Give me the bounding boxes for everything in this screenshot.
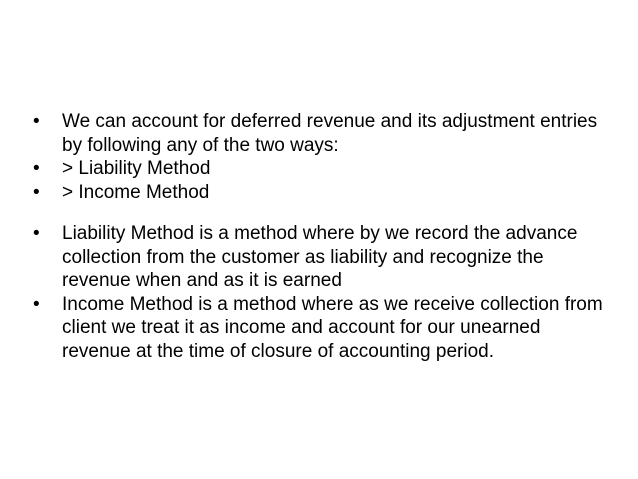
bullet-dot-icon: • xyxy=(33,181,40,203)
bullet-text: > Income Method xyxy=(62,181,210,203)
bullet-dot-icon: • xyxy=(33,158,40,179)
bullet-text: > Liability Method xyxy=(62,158,211,179)
bullet-item-income-definition xyxy=(33,293,613,364)
bullet-list xyxy=(33,110,613,363)
bullet-dot-icon: • xyxy=(33,293,40,315)
bullet-text: Liability Method is a method where by we record the advance collection from the customer as liability and recognize the revenue when and as it is earned xyxy=(62,223,578,291)
bullet-dot-icon: • xyxy=(33,111,40,132)
bullet-item-liability-method xyxy=(33,157,613,181)
bullet-item-income-method xyxy=(33,181,613,205)
bullet-item-liability-definition xyxy=(33,222,613,293)
bullet-text: We can account for deferred revenue and its adjustment entries by following any of the two ways: xyxy=(62,111,598,156)
bullet-item-two-ways xyxy=(33,110,613,157)
bullet-dot-icon: • xyxy=(33,223,40,244)
bullet-text: Income Method is a method where as we receive collection from client we treat it as income and account for our unearned revenue at the time of closure of accounting period. xyxy=(62,293,603,362)
